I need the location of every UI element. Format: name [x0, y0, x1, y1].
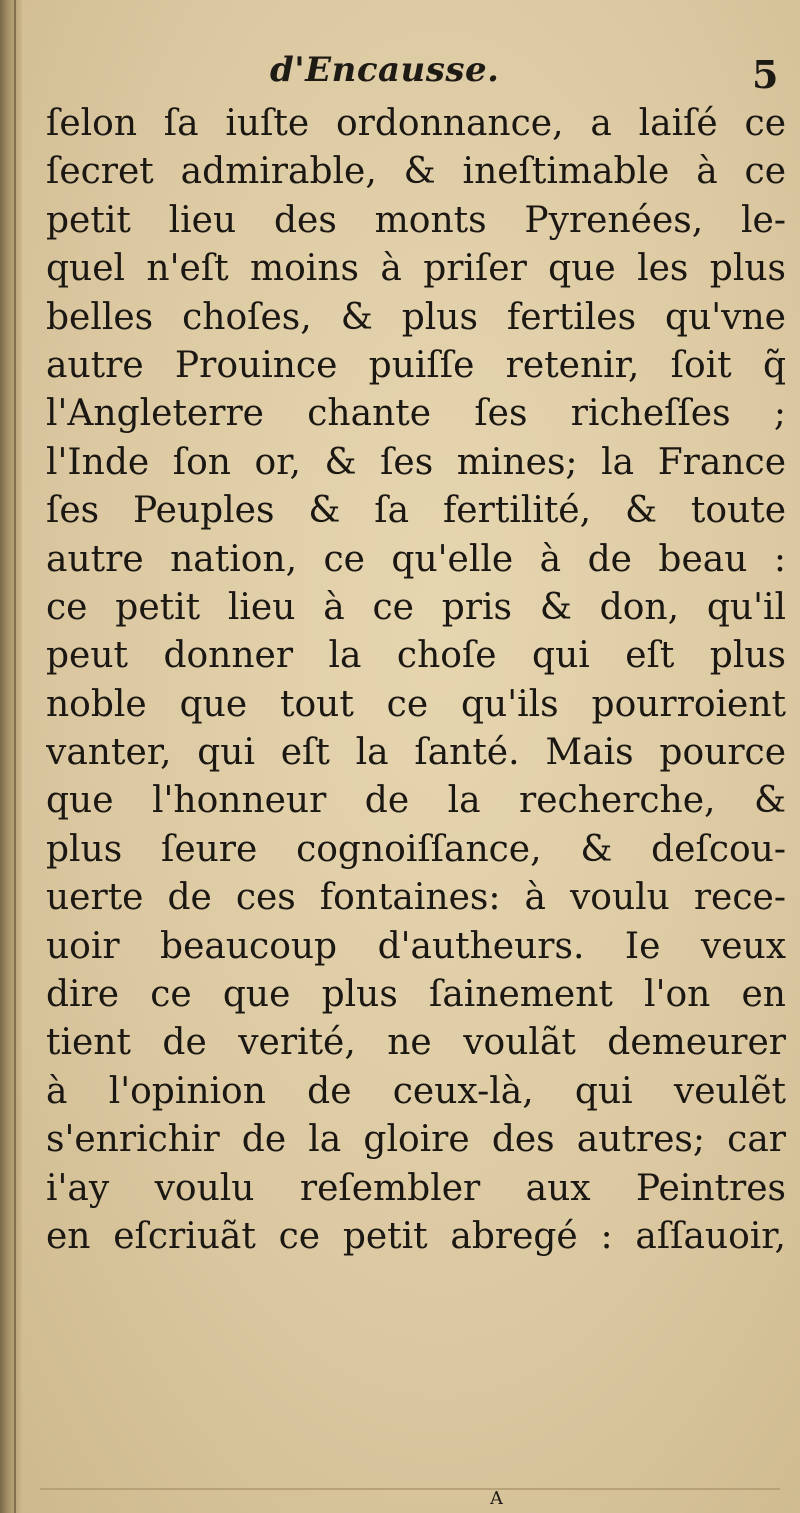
text-line: vanter, qui eſt la ſanté. Mais pource	[46, 732, 786, 774]
text-line: l'Angleterre chante ſes richeſſes ;	[46, 393, 786, 435]
text-line: peut donner la choſe qui eſt plus	[46, 635, 786, 677]
text-line: ce petit lieu à ce pris & don, qu'il	[46, 586, 786, 628]
page-number: 5	[752, 52, 779, 97]
bottom-rule	[40, 1488, 780, 1490]
catchword: A	[490, 1488, 503, 1509]
book-gutter	[0, 0, 22, 1513]
text-line: petit lieu des monts Pyrenées, le-	[46, 199, 786, 241]
text-line: uerte de ces fontaines: à voulu rece-	[46, 877, 786, 919]
text-line: i'ay voulu reſembler aux Peintres	[46, 1167, 786, 1209]
text-line: l'Inde ſon or, & ſes mines; la France	[46, 441, 786, 483]
text-line: à l'opinion de ceux-là, qui veulẽt	[46, 1070, 786, 1112]
gutter-fold-line	[14, 0, 16, 1513]
text-line: quel n'eſt moins à priſer que les plus	[46, 248, 786, 290]
text-line: dire ce que plus ſainement l'on en	[46, 974, 786, 1016]
text-line: ſes Peuples & ſa fertilité, & toute	[46, 490, 786, 532]
text-line: belles choſes, & plus fertiles qu'vne	[46, 296, 786, 338]
text-line: s'enrichir de la gloire des autres; car	[46, 1119, 786, 1161]
text-line: autre Prouince puiſſe retenir, ſoit q̃	[46, 344, 786, 386]
text-line: ſecret admirable, & ineſtimable à ce	[46, 151, 786, 193]
text-line: autre nation, ce qu'elle à de beau :	[46, 538, 786, 580]
text-line: noble que tout ce qu'ils pourroient	[46, 683, 786, 725]
text-line: que l'honneur de la recherche, &	[46, 780, 786, 822]
text-line: tient de verité, ne voulãt demeurer	[46, 1022, 786, 1064]
body-text	[46, 100, 786, 1261]
text-line: en eſcriuãt ce petit abregé : aſſauoir,	[46, 1215, 786, 1257]
text-line: plus ſeure cognoiſſance, & deſcou-	[46, 828, 786, 870]
text-line: uoir beaucoup d'autheurs. Ie veux	[46, 925, 786, 967]
text-line: ſelon ſa iuſte ordonnance, a laiſé ce	[46, 103, 786, 144]
running-title: d'Encausse.	[270, 50, 500, 90]
